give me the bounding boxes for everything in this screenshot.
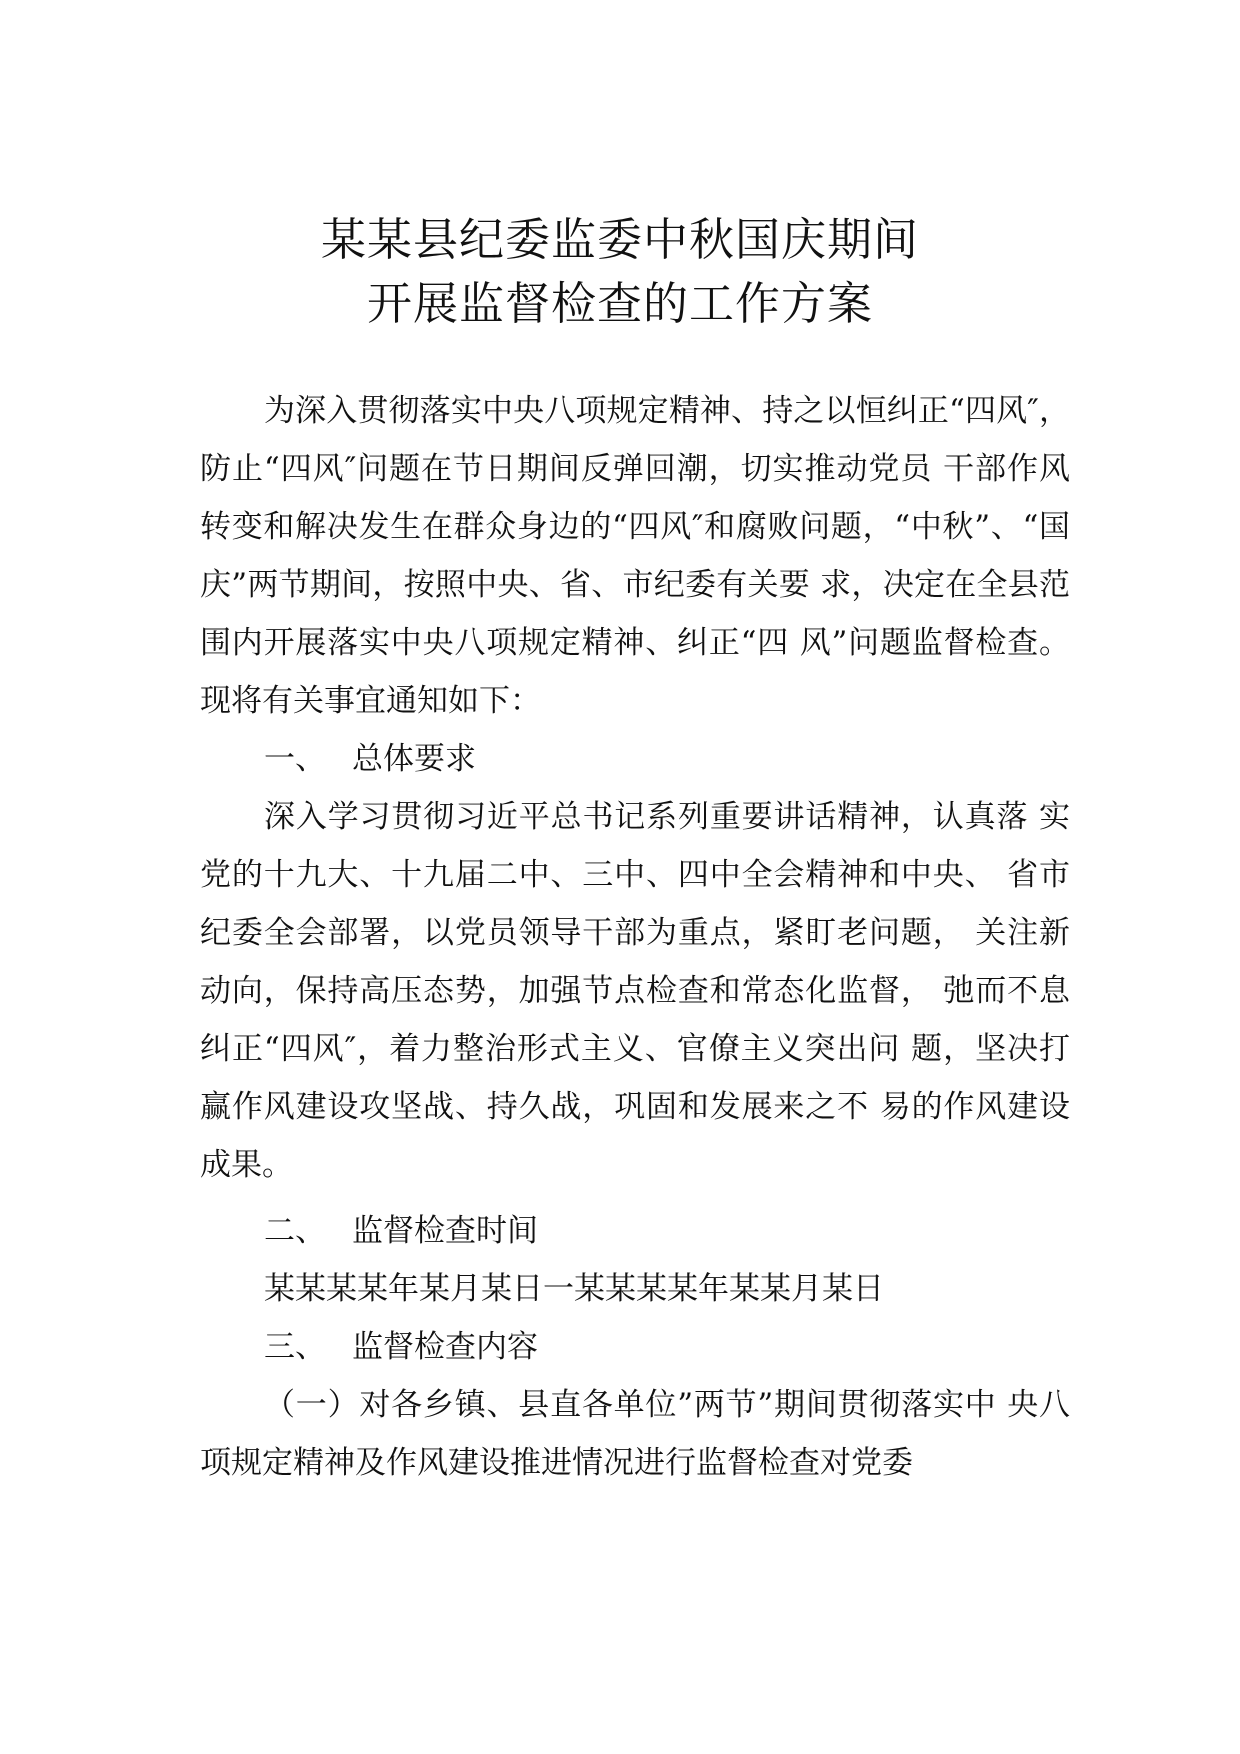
section-3-title: 监督检查内容 [352,1329,538,1365]
section-2-heading [200,1202,1070,1260]
section-1-title: 总体要求 [352,741,476,777]
section-1-number: 一、 [264,741,326,777]
section-3-heading [200,1318,1070,1376]
document-body [200,382,1070,1492]
section-1-paragraph: 深入学习贯彻习近平总书记系列重要讲话精神，认真落 实党的十九大、十九届二中、三中、四中全会精神和中央、 省市纪委全会部署，以党员领导干部为重点，紧盯老问题， 关注新动向，保持高压态势，加强节点检查和常态化监督， 弛而不息纠正“四风″，着力整治形式主义、官僚主义突出问 题，坚决打赢作风建设攻坚战、持久战，巩固和发展来之不 易的作风建设成果。 [200,799,1070,1183]
section-2-number: 二、 [264,1213,326,1249]
section-1-heading [200,730,1070,788]
document-title-line-1: 某某县纪委监委中秋国庆期间 [320,213,919,266]
section-3-number: 三、 [264,1329,326,1365]
section-3-paragraph: （一）对各乡镇、县直各单位”两节”期间贯彻落实中 央八项规定精神及作风建设推进情况进行监督检查对党委 [200,1387,1070,1481]
section-2-title: 监督检查时间 [352,1213,538,1249]
intro-paragraph: 为深入贯彻落实中央八项规定精神、持之以恒纠正“四风″，防止“四风″问题在节日期间反弹回潮，切实推动党员 干部作风转变和解决发生在群众身边的“四风″和腐败问题，“中秋”、“国庆”两节期间，按照中央、省、市纪委有关要 求，决定在全县范围内开展落实中央八项规定精神、纠正“四 风”问题监督检查。现将有关事宜通知如下： [200,393,1070,719]
document-title-line-2: 开展监督检查的工作方案 [366,277,873,330]
section-2-paragraph: 某某某某年某月某日一某某某某年某某月某日 [264,1271,884,1307]
